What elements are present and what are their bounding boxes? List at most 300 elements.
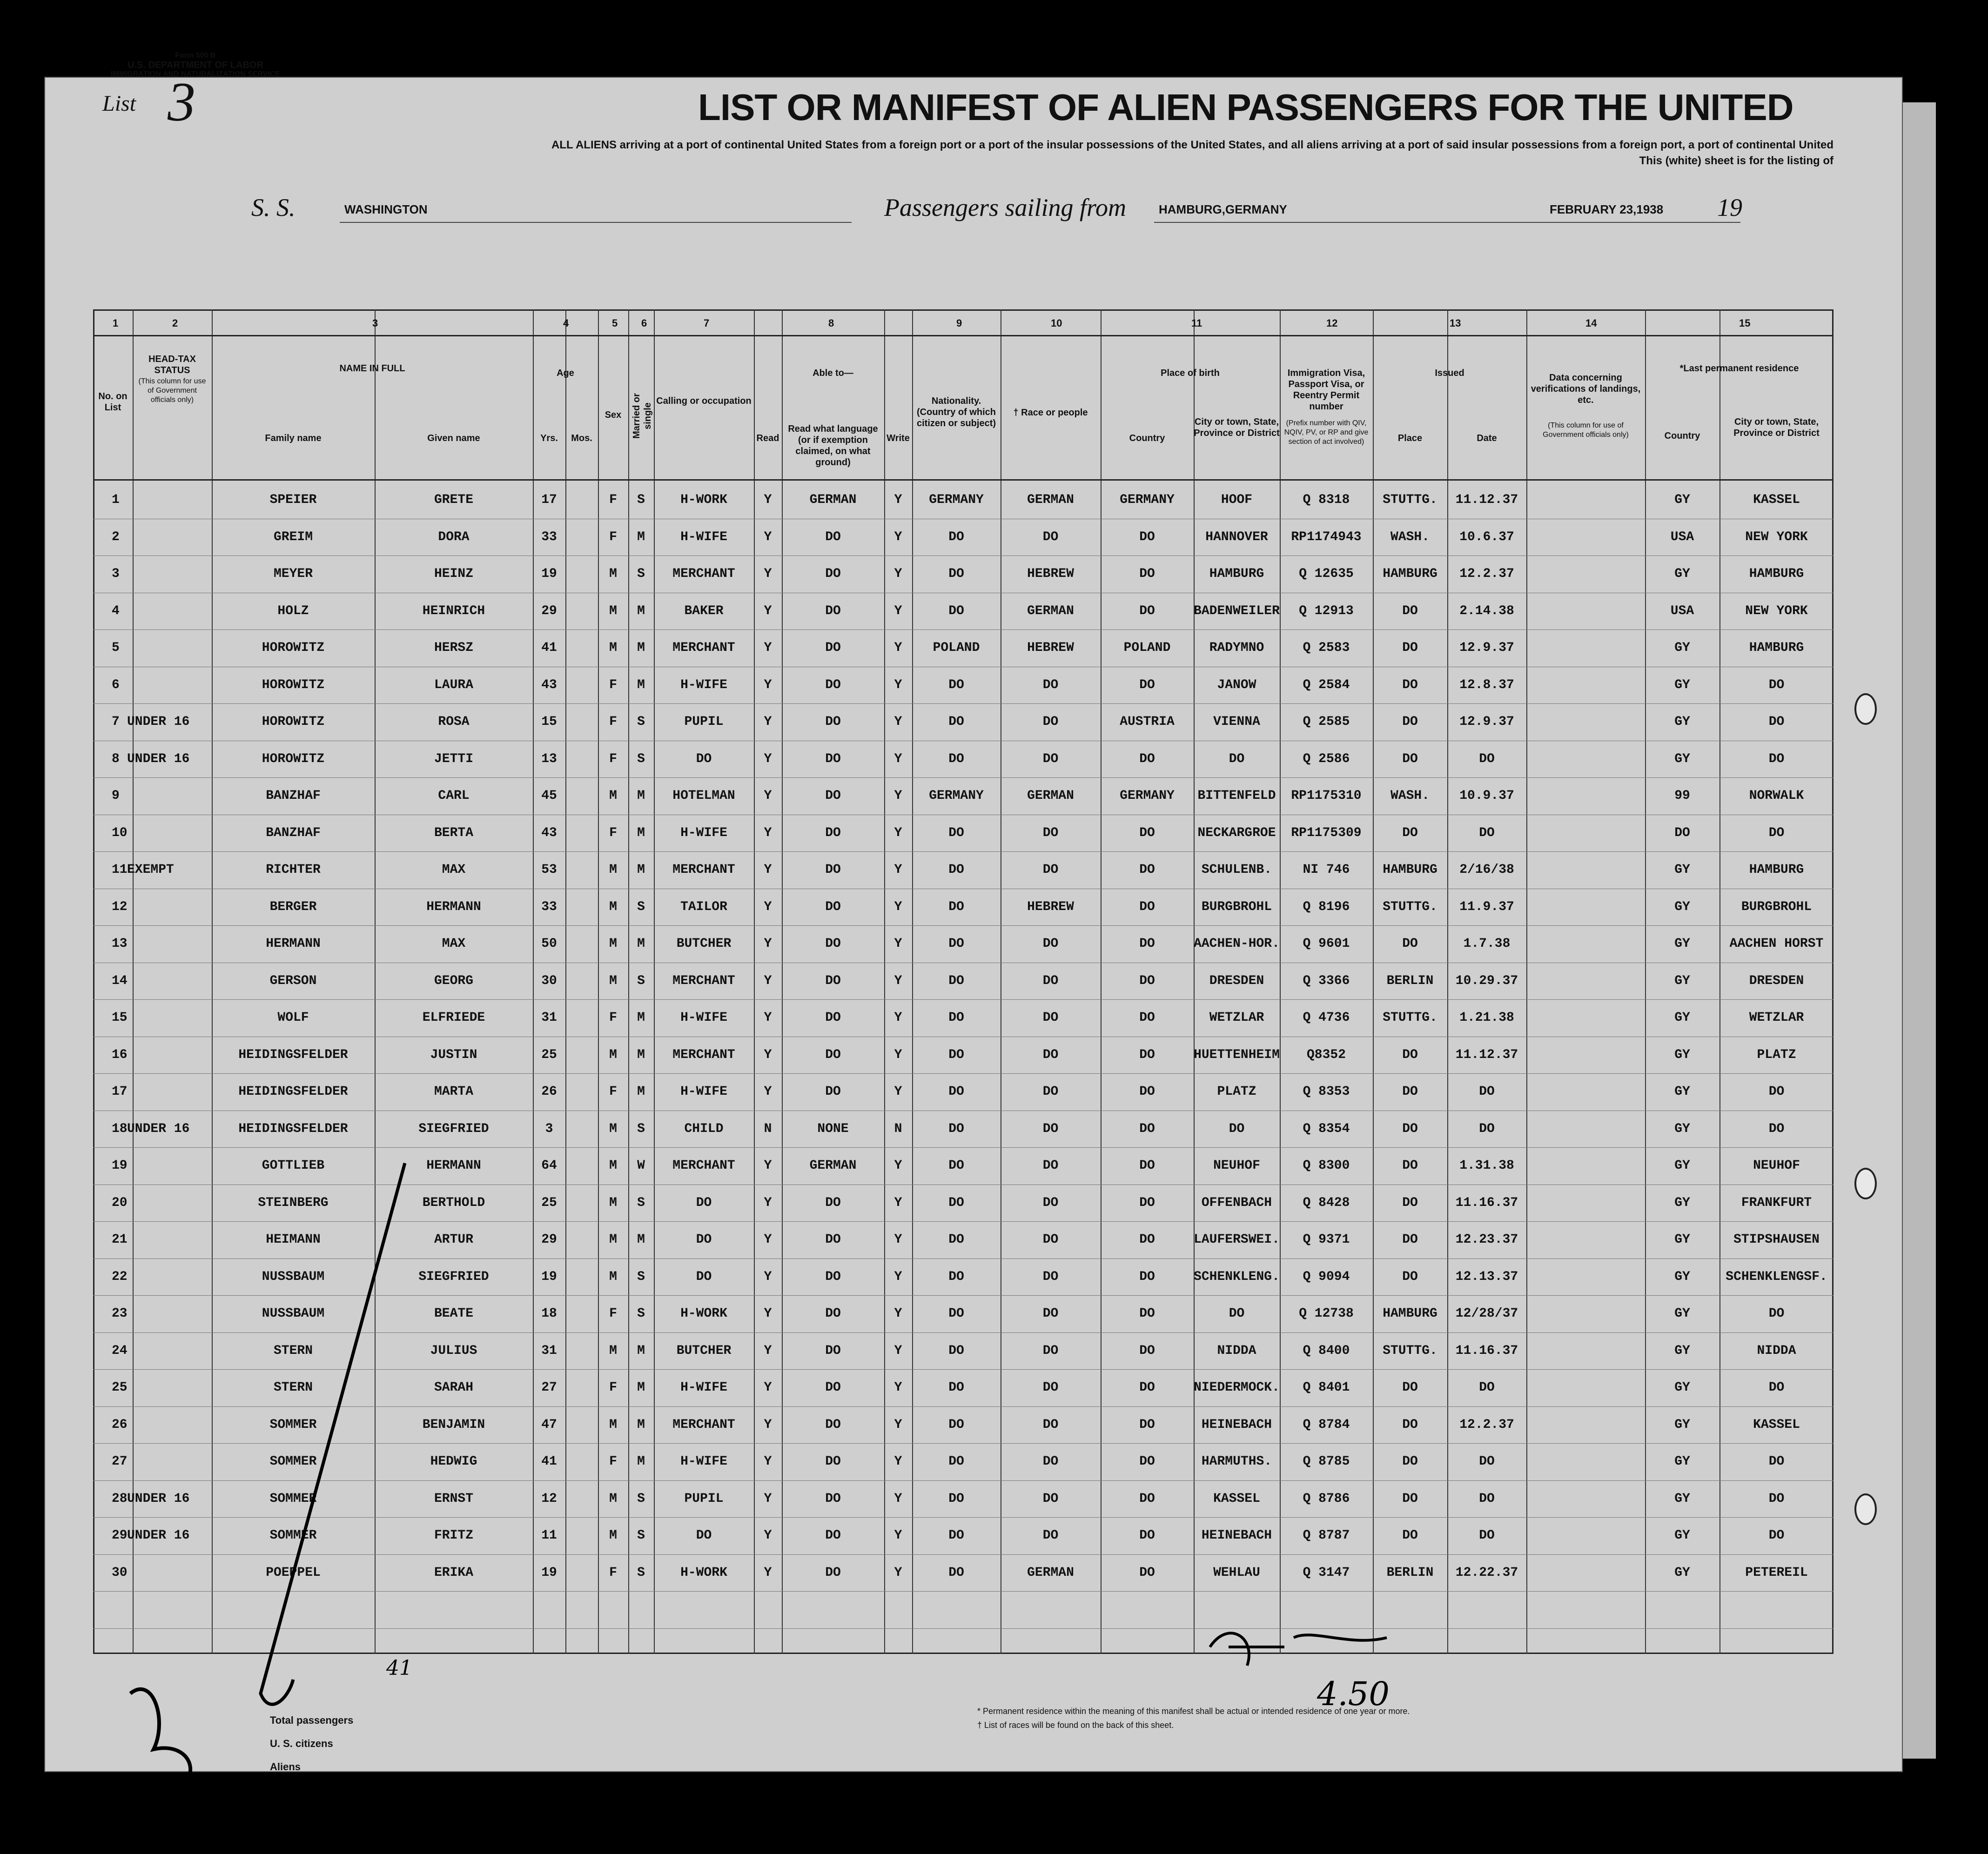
cell-idate: 12.2.37	[1459, 1417, 1514, 1432]
cell-rcountry: GY	[1674, 493, 1690, 507]
cell-rcity: DO	[1768, 1528, 1785, 1543]
header-visa-note: (Prefix number with QIV, NQIV, PV, or RP and give section of act involved)	[1284, 419, 1369, 446]
cell-no: 5	[112, 641, 120, 655]
column-number: 14	[1585, 317, 1597, 329]
cell-write: Y	[894, 1306, 902, 1321]
cell-nat: DO	[948, 1528, 964, 1543]
footnote-residence: * Permanent residence within the meaning of this manifest shall be actual or intended residence of one year or more.	[977, 1707, 1410, 1716]
cell-bcity: WEHLAU	[1213, 1565, 1260, 1580]
cell-rcountry: GY	[1674, 1491, 1690, 1506]
column-number: 13	[1450, 317, 1461, 329]
cell-given: HEINRICH	[422, 603, 485, 618]
cell-lang: DO	[825, 1343, 841, 1358]
cell-no: 7	[112, 715, 120, 729]
cell-sex: F	[609, 715, 617, 729]
ss-label: S. S.	[251, 194, 296, 221]
cell-iplace: DO	[1402, 1417, 1418, 1432]
cell-yrs: 33	[541, 899, 557, 914]
cell-rcountry: GY	[1674, 1417, 1690, 1432]
cell-idate: 1.7.38	[1463, 937, 1511, 951]
cell-yrs: 53	[541, 863, 557, 877]
cell-ms: M	[637, 1232, 645, 1247]
cell-ms: M	[637, 641, 645, 655]
cell-ms: S	[637, 1528, 645, 1543]
cell-read: Y	[764, 825, 772, 840]
cell-family: GERSON	[269, 973, 317, 988]
cell-occ: DO	[696, 1232, 712, 1247]
cell-given: CARL	[438, 789, 470, 803]
cell-nat: DO	[948, 567, 964, 581]
cell-rcity: DO	[1768, 825, 1785, 840]
cell-idate: 10.6.37	[1459, 529, 1514, 544]
cell-read: Y	[764, 1417, 772, 1432]
page-title: LIST OR MANIFEST OF ALIEN PASSENGERS FOR THE UNITED	[698, 87, 1793, 128]
cell-read: Y	[764, 1343, 772, 1358]
cell-race: GERMAN	[1027, 1565, 1074, 1580]
header-race: † Race or people	[1013, 408, 1088, 418]
cell-given: SARAH	[434, 1380, 473, 1395]
cell-rcity: DO	[1768, 1491, 1785, 1506]
cell-lang: DO	[825, 1417, 841, 1432]
punch-hole	[1854, 1493, 1877, 1525]
cell-occ: HOTELMAN	[672, 789, 735, 803]
cell-sex: M	[609, 973, 617, 988]
cell-iplace: DO	[1402, 937, 1418, 951]
cell-rcity: SCHENKLENGSF.	[1726, 1269, 1827, 1284]
cell-family: HEIDINGSFELDER	[238, 1121, 348, 1136]
cell-write: Y	[894, 1158, 902, 1173]
header-city: City or town, State, Province or District	[1194, 417, 1280, 438]
cell-idate: 11.16.37	[1455, 1195, 1518, 1210]
cell-occ: H-WIFE	[680, 529, 727, 544]
cell-race: DO	[1042, 1454, 1059, 1469]
subtitle-line-1: ALL ALIENS arriving at a port of continental United States from a foreign port or a port of the insular possessions of the United States, and all aliens arriving at a port of said insular possessions from a foreign port, a port of continental United	[551, 139, 1834, 151]
cell-family: STERN	[273, 1380, 313, 1395]
cell-read: Y	[764, 1158, 772, 1173]
cell-family: SOMMER	[269, 1491, 317, 1506]
cell-no: 16	[112, 1047, 128, 1062]
cell-bcountry: DO	[1139, 1565, 1155, 1580]
cell-given: BERTA	[434, 825, 473, 840]
cell-bcity: HARMUTHS.	[1201, 1454, 1272, 1469]
cell-rcountry: GY	[1674, 1011, 1690, 1025]
cell-race: GERMAN	[1027, 493, 1074, 507]
cell-rcity: KASSEL	[1753, 493, 1800, 507]
cell-ms: S	[637, 567, 645, 581]
cell-bcountry: DO	[1139, 529, 1155, 544]
header-name-in-full: NAME IN FULL	[339, 363, 405, 374]
cell-visa: Q 12635	[1299, 567, 1354, 581]
cell-no: 24	[112, 1343, 128, 1358]
cell-bcountry: POLAND	[1123, 641, 1171, 655]
cell-no: 10	[112, 825, 128, 840]
cell-given: FRITZ	[434, 1528, 473, 1543]
cell-no: 29	[112, 1528, 128, 1543]
cell-tax: UNDER 16	[127, 751, 190, 766]
cell-occ: MERCHANT	[672, 567, 735, 581]
cell-sex: M	[609, 1491, 617, 1506]
cell-ms: S	[637, 715, 645, 729]
cell-idate: 11.12.37	[1455, 1047, 1518, 1062]
cell-race: GERMAN	[1027, 603, 1074, 618]
cell-occ: MERCHANT	[672, 1417, 735, 1432]
cell-given: DORA	[438, 529, 470, 544]
cell-nat: DO	[948, 1011, 964, 1025]
cell-rcity: BURGBROHL	[1741, 899, 1812, 914]
cell-visa: Q 9371	[1303, 1232, 1350, 1247]
cell-bcountry: DO	[1139, 1158, 1155, 1173]
header-read: Read	[756, 433, 779, 443]
cell-race: DO	[1042, 1380, 1059, 1395]
cell-rcity: DO	[1768, 751, 1785, 766]
cell-lang: DO	[825, 1454, 841, 1469]
cell-iplace: DO	[1402, 677, 1418, 692]
cell-rcountry: GY	[1674, 1343, 1690, 1358]
cell-family: SOMMER	[269, 1417, 317, 1432]
form-service: IMMIGRATION AND NATURALIZATION SERVICE	[110, 70, 281, 78]
cell-bcountry: DO	[1139, 1195, 1155, 1210]
cell-given: MAX	[442, 863, 466, 877]
cell-bcity: HEINEBACH	[1201, 1528, 1272, 1543]
cell-read: Y	[764, 529, 772, 544]
cell-idate: 11.12.37	[1455, 493, 1518, 507]
cell-lang: DO	[825, 641, 841, 655]
cell-iplace: STUTTG.	[1383, 1011, 1437, 1025]
cell-read: Y	[764, 641, 772, 655]
cell-write: Y	[894, 529, 902, 544]
cell-family: POEPPEL	[266, 1565, 321, 1580]
header-verification: Data concerning verifications of landings, etc.	[1531, 373, 1641, 405]
cell-iplace: DO	[1402, 1195, 1418, 1210]
cell-no: 4	[112, 603, 120, 618]
cell-given: BERTHOLD	[422, 1195, 485, 1210]
cell-bcity: BITTENFELD	[1197, 789, 1276, 803]
cell-occ: BAKER	[684, 603, 724, 618]
cell-nat: DO	[948, 1269, 964, 1284]
cell-read: Y	[764, 1084, 772, 1099]
cell-sex: F	[609, 1011, 617, 1025]
header-write: Write	[887, 433, 910, 443]
cell-bcity: AACHEN-HOR.	[1194, 937, 1280, 951]
cell-yrs: 17	[541, 493, 557, 507]
cell-idate: 12.8.37	[1459, 677, 1514, 692]
cell-sex: F	[609, 1565, 617, 1580]
cell-write: Y	[894, 899, 902, 914]
cell-family: GOTTLIEB	[262, 1158, 325, 1173]
handwritten-check-stroke	[261, 1163, 405, 1704]
cell-ms: M	[637, 1011, 645, 1025]
cell-visa: Q 3147	[1303, 1565, 1350, 1580]
cell-nat: DO	[948, 1380, 964, 1395]
cell-occ: MERCHANT	[672, 1158, 735, 1173]
header-nationality: Nationality. (Country of which citizen or subject)	[916, 396, 996, 428]
cell-sex: M	[609, 641, 617, 655]
cell-rcity: HAMBURG	[1749, 567, 1804, 581]
cell-ms: S	[637, 899, 645, 914]
cell-nat: DO	[948, 973, 964, 988]
cell-yrs: 19	[541, 1269, 557, 1284]
cell-visa: Q 8787	[1303, 1528, 1350, 1543]
cell-rcity: DRESDEN	[1749, 973, 1804, 988]
cell-idate: 1.21.38	[1459, 1011, 1514, 1025]
cell-bcountry: DO	[1139, 1047, 1155, 1062]
cell-race: HEBREW	[1027, 567, 1074, 581]
handwritten-fee: 4.50	[1317, 1675, 1390, 1713]
cell-rcity: NIDDA	[1757, 1343, 1796, 1358]
header-head-tax-note: (This column for use of Government officials only)	[138, 377, 206, 404]
cell-lang: DO	[825, 973, 841, 988]
cell-family: HOLZ	[277, 603, 309, 618]
cell-yrs: 13	[541, 751, 557, 766]
cell-occ: H-WORK	[680, 1306, 727, 1321]
cell-ms: S	[637, 1491, 645, 1506]
header-married: Married or single	[631, 393, 653, 439]
header-mos: Mos.	[571, 433, 592, 443]
cell-rcity: DO	[1768, 677, 1785, 692]
cell-lang: DO	[825, 529, 841, 544]
cell-ms: M	[637, 1343, 645, 1358]
cell-race: DO	[1042, 751, 1059, 766]
cell-rcountry: 99	[1674, 789, 1690, 803]
cell-given: JETTI	[434, 751, 473, 766]
cell-bcity: DO	[1229, 751, 1245, 766]
cell-ms: S	[637, 973, 645, 988]
cell-visa: Q 9094	[1303, 1269, 1350, 1284]
cell-sex: M	[609, 1121, 617, 1136]
cell-idate: 12.22.37	[1455, 1565, 1518, 1580]
cell-read: Y	[764, 1306, 772, 1321]
cell-write: Y	[894, 1380, 902, 1395]
cell-rcity: WETZLAR	[1749, 1011, 1804, 1025]
cell-lang: DO	[825, 1195, 841, 1210]
cell-family: WOLF	[277, 1011, 309, 1025]
cell-bcity: BURGBROHL	[1201, 899, 1272, 914]
cell-bcity: NIEDERMOCK.	[1194, 1380, 1280, 1395]
cell-rcountry: GY	[1674, 715, 1690, 729]
cell-iplace: DO	[1402, 1491, 1418, 1506]
cell-rcountry: GY	[1674, 567, 1690, 581]
cell-write: Y	[894, 1417, 902, 1432]
cell-sex: M	[609, 1343, 617, 1358]
cell-no: 6	[112, 677, 120, 692]
cell-sex: M	[609, 603, 617, 618]
cell-read: Y	[764, 1269, 772, 1284]
cell-iplace: STUTTG.	[1383, 493, 1437, 507]
cell-family: SOMMER	[269, 1528, 317, 1543]
cell-no: 14	[112, 973, 128, 988]
cell-iplace: HAMBURG	[1383, 1306, 1437, 1321]
cell-iplace: HAMBURG	[1383, 567, 1437, 581]
cell-rcountry: GY	[1674, 1269, 1690, 1284]
list-label: List	[102, 91, 136, 116]
cell-no: 27	[112, 1454, 128, 1469]
cell-read: Y	[764, 1491, 772, 1506]
cell-read: Y	[764, 1528, 772, 1543]
departure-port: HAMBURG,GERMANY	[1159, 202, 1287, 216]
cell-rcountry: USA	[1670, 529, 1694, 544]
cell-visa: NI 746	[1303, 863, 1350, 877]
punch-hole	[1854, 693, 1877, 725]
header-head-tax: HEAD-TAX STATUS	[148, 354, 196, 375]
cell-bcity: NECKARGROE	[1197, 825, 1276, 840]
cell-rcountry: GY	[1674, 1232, 1690, 1247]
cell-no: 2	[112, 529, 120, 544]
cell-visa: Q 12738	[1299, 1306, 1354, 1321]
cell-idate: 12.2.37	[1459, 567, 1514, 581]
cell-nat: DO	[948, 1121, 964, 1136]
cell-bcity: SCHENKLENG.	[1194, 1269, 1280, 1284]
cell-write: Y	[894, 1084, 902, 1099]
cell-family: MEYER	[273, 567, 313, 581]
cell-iplace: DO	[1402, 603, 1418, 618]
cell-no: 23	[112, 1306, 128, 1321]
cell-visa: Q 8400	[1303, 1343, 1350, 1358]
header-res-city: City or town, State, Province or District	[1733, 417, 1820, 438]
cell-yrs: 12	[541, 1491, 557, 1506]
cell-visa: RP1175309	[1291, 825, 1362, 840]
cell-bcity: HAMBURG	[1209, 567, 1264, 581]
cell-iplace: WASH.	[1390, 789, 1430, 803]
cell-visa: Q 8353	[1303, 1084, 1350, 1099]
cell-visa: Q 12913	[1299, 603, 1354, 618]
cell-occ: H-WIFE	[680, 1084, 727, 1099]
column-number: 1	[113, 317, 119, 329]
header-issued: Issued	[1435, 368, 1464, 378]
cell-sex: M	[609, 937, 617, 951]
cell-race: DO	[1042, 937, 1059, 951]
cell-no: 1	[112, 493, 120, 507]
cell-bcity: HEINEBACH	[1201, 1417, 1272, 1432]
cell-yrs: 50	[541, 937, 557, 951]
cell-race: DO	[1042, 1047, 1059, 1062]
cell-bcountry: DO	[1139, 1417, 1155, 1432]
cell-read: Y	[764, 863, 772, 877]
cell-rcountry: GY	[1674, 863, 1690, 877]
cell-occ: MERCHANT	[672, 1047, 735, 1062]
footnote-races: † List of races will be found on the back of this sheet.	[977, 1720, 1174, 1730]
cell-yrs: 19	[541, 1565, 557, 1580]
cell-visa: Q 8354	[1303, 1121, 1350, 1136]
cell-write: Y	[894, 493, 902, 507]
cell-idate: 12.13.37	[1455, 1269, 1518, 1284]
column-number: 6	[641, 317, 647, 329]
cell-write: Y	[894, 715, 902, 729]
cell-given: ELFRIEDE	[422, 1011, 485, 1025]
cell-race: DO	[1042, 1158, 1059, 1173]
cell-read: Y	[764, 567, 772, 581]
punch-hole	[1854, 1168, 1877, 1199]
cell-yrs: 25	[541, 1047, 557, 1062]
cell-occ: H-WIFE	[680, 1011, 727, 1025]
cell-idate: DO	[1479, 1121, 1495, 1136]
cell-given: SIEGFRIED	[418, 1121, 489, 1136]
cell-rcity: PLATZ	[1757, 1047, 1796, 1062]
cell-given: HERMANN	[426, 899, 481, 914]
cell-ms: M	[637, 825, 645, 840]
column-number: 4	[563, 317, 569, 329]
cell-sex: F	[609, 1454, 617, 1469]
cell-sex: M	[609, 1158, 617, 1173]
cell-bcity: KASSEL	[1213, 1491, 1260, 1506]
cell-lang: DO	[825, 1491, 841, 1506]
cell-no: 3	[112, 567, 120, 581]
cell-race: DO	[1042, 825, 1059, 840]
cell-idate: DO	[1479, 1380, 1495, 1395]
cell-bcountry: GERMANY	[1120, 493, 1175, 507]
cell-occ: PUPIL	[684, 1491, 724, 1506]
cell-family: GREIM	[273, 529, 313, 544]
cell-rcity: DO	[1768, 1454, 1785, 1469]
header-country: Country	[1129, 433, 1165, 443]
cell-tax: UNDER 16	[127, 715, 190, 729]
cell-bcity: PLATZ	[1217, 1084, 1256, 1099]
cell-nat: DO	[948, 1454, 964, 1469]
cell-race: DO	[1042, 1011, 1059, 1025]
column-number: 9	[956, 317, 962, 329]
cell-family: SPEIER	[269, 493, 317, 507]
header-able-to: Able to—	[813, 368, 853, 378]
cell-family: HEIDINGSFELDER	[238, 1047, 348, 1062]
cell-write: N	[894, 1121, 902, 1136]
cell-bcountry: DO	[1139, 937, 1155, 951]
cell-ms: S	[637, 1565, 645, 1580]
cell-family: RICHTER	[266, 863, 321, 877]
cell-rcountry: GY	[1674, 973, 1690, 988]
cell-tax: UNDER 16	[127, 1121, 190, 1136]
cell-lang: DO	[825, 715, 841, 729]
cell-iplace: DO	[1402, 751, 1418, 766]
cell-lang: DO	[825, 1528, 841, 1543]
cell-lang: DO	[825, 899, 841, 914]
cell-nat: DO	[948, 1491, 964, 1506]
cell-given: HEDWIG	[430, 1454, 477, 1469]
cell-family: HEIMANN	[266, 1232, 321, 1247]
cell-nat: DO	[948, 1417, 964, 1432]
cell-bcity: LAUFERSWEI.	[1194, 1232, 1280, 1247]
handwritten-41: 41	[386, 1656, 412, 1680]
cell-ms: M	[637, 603, 645, 618]
cell-family: BANZHAF	[266, 825, 321, 840]
cell-occ: MERCHANT	[672, 863, 735, 877]
cell-ms: M	[637, 677, 645, 692]
cell-bcity: WETZLAR	[1209, 1011, 1264, 1025]
cell-idate: 12.9.37	[1459, 641, 1514, 655]
cell-visa: Q 8785	[1303, 1454, 1350, 1469]
cell-write: Y	[894, 751, 902, 766]
cell-ms: M	[637, 529, 645, 544]
cell-bcity: RADYMNO	[1209, 641, 1264, 655]
cell-sex: M	[609, 1417, 617, 1432]
cell-read: Y	[764, 1454, 772, 1469]
cell-occ: H-WORK	[680, 493, 727, 507]
cell-no: 13	[112, 937, 128, 951]
header-family-name: Family name	[265, 433, 322, 443]
cell-given: BENJAMIN	[422, 1417, 485, 1432]
cell-bcountry: AUSTRIA	[1120, 715, 1175, 729]
cell-bcity: DO	[1229, 1121, 1245, 1136]
header-calling: Calling or occupation	[656, 396, 752, 406]
cell-given: GRETE	[434, 493, 473, 507]
cell-bcity: NIDDA	[1217, 1343, 1256, 1358]
cell-bcountry: DO	[1139, 899, 1155, 914]
cell-race: DO	[1042, 1417, 1059, 1432]
cell-rcountry: GY	[1674, 1380, 1690, 1395]
cell-rcity: FRANKFURT	[1741, 1195, 1812, 1210]
cell-bcity: OFFENBACH	[1201, 1195, 1272, 1210]
cell-yrs: 47	[541, 1417, 557, 1432]
column-number: 8	[828, 317, 834, 329]
cell-idate: 12.23.37	[1455, 1232, 1518, 1247]
